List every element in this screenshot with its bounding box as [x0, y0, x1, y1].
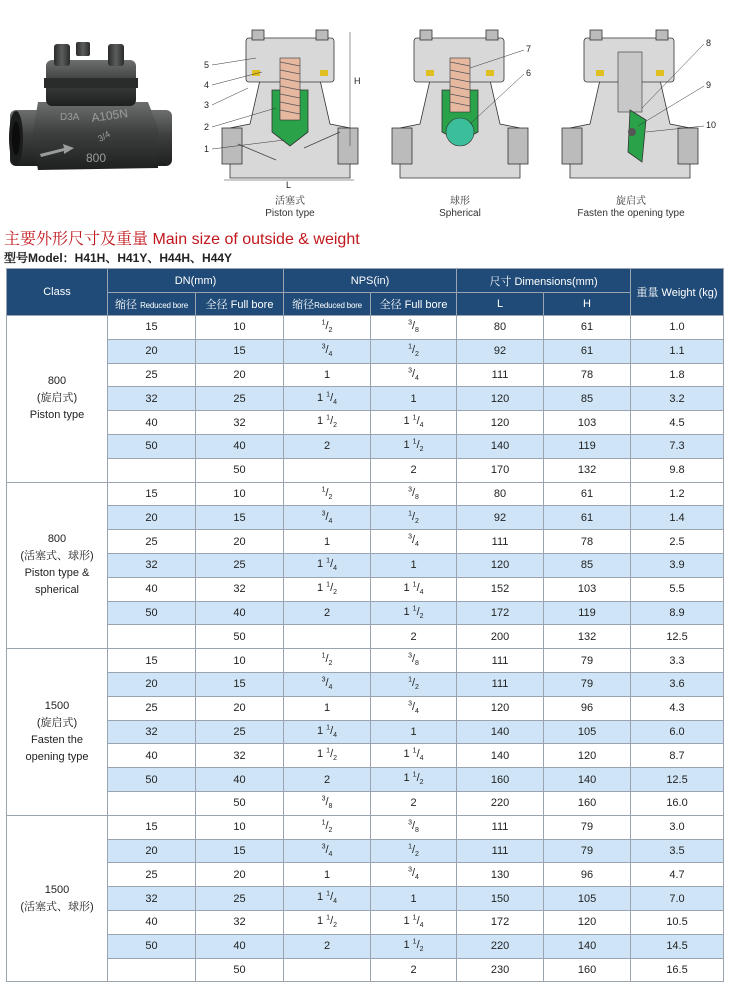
cell-weight: 1.2	[631, 482, 724, 506]
cell-dn-full: 10	[196, 482, 284, 506]
cell-height-h: 160	[544, 958, 631, 982]
table-row	[7, 720, 724, 744]
cell-dn-full: 15	[196, 839, 284, 863]
cell-nps-reduced: 1 $^1/_4$	[284, 887, 371, 911]
cell-weight: 3.3	[631, 649, 724, 673]
cell-nps-reduced: 1 $^1/_4$	[284, 553, 371, 577]
class-cell	[7, 815, 108, 982]
model-line: 型号Model：H41H、H41Y、H44H、H44Y	[4, 251, 233, 265]
header-nps-reduced: 缩径Reduced bore	[284, 293, 371, 316]
cell-nps-full: 1	[371, 553, 457, 577]
cell-nps-full: $^3/_4$	[371, 863, 457, 887]
cell-dn-full: 10	[196, 815, 284, 839]
cell-nps-full: 1	[371, 887, 457, 911]
callout-7: 7	[526, 44, 532, 54]
cell-nps-reduced: $^3/_4$	[284, 506, 371, 530]
cell-weight: 1.8	[631, 363, 724, 387]
cell-height-h: 132	[544, 458, 631, 482]
cell-height-h: 79	[544, 815, 631, 839]
cell-height-h: 79	[544, 839, 631, 863]
cell-weight: 3.9	[631, 553, 724, 577]
table-row	[7, 625, 724, 649]
cell-length-l: 152	[457, 577, 544, 601]
spherical-drawing	[390, 28, 540, 198]
cell-height-h: 140	[544, 768, 631, 792]
cell-nps-reduced: 1 $^1/_4$	[284, 387, 371, 411]
cell-dn-reduced: 40	[108, 910, 196, 934]
cell-height-h: 132	[544, 625, 631, 649]
cell-height-h: 79	[544, 672, 631, 696]
cell-weight: 16.0	[631, 791, 724, 815]
cell-nps-reduced: $^3/_4$	[284, 672, 371, 696]
class-line: opening type	[25, 750, 89, 763]
cell-height-h: 96	[544, 696, 631, 720]
table-row	[7, 768, 724, 792]
table-row	[7, 863, 724, 887]
cell-nps-reduced: $^3/_4$	[284, 339, 371, 363]
cell-nps-reduced: 1	[284, 863, 371, 887]
cell-weight: 1.4	[631, 506, 724, 530]
callout-1: 1	[204, 144, 210, 154]
class-cell	[7, 482, 108, 649]
callout-9: 9	[706, 80, 712, 90]
cell-nps-full: 1 $^1/_4$	[371, 411, 457, 435]
cell-length-l: 92	[457, 506, 544, 530]
cell-dn-full: 10	[196, 316, 284, 340]
cell-dn-reduced	[108, 625, 196, 649]
cell-dn-full: 32	[196, 910, 284, 934]
cell-nps-full: 2	[371, 458, 457, 482]
cell-dn-reduced: 40	[108, 411, 196, 435]
cell-dn-full: 25	[196, 387, 284, 411]
table-row	[7, 649, 724, 673]
cell-height-h: 105	[544, 887, 631, 911]
cell-dn-full: 20	[196, 363, 284, 387]
cell-dn-full: 15	[196, 506, 284, 530]
cell-nps-reduced	[284, 958, 371, 982]
cell-length-l: 172	[457, 601, 544, 625]
cell-nps-full: $^1/_2$	[371, 506, 457, 530]
swing-drawing	[560, 28, 717, 198]
cell-weight: 1.1	[631, 339, 724, 363]
cell-height-h: 78	[544, 363, 631, 387]
cell-nps-full: 1 $^1/_2$	[371, 601, 457, 625]
cell-nps-full: $^1/_2$	[371, 839, 457, 863]
class-line: 1500	[44, 699, 70, 712]
cell-nps-full: $^3/_8$	[371, 649, 457, 673]
cell-height-h: 61	[544, 339, 631, 363]
cell-nps-reduced: $^1/_2$	[284, 316, 371, 340]
cell-length-l: 230	[457, 958, 544, 982]
cell-weight: 9.8	[631, 458, 724, 482]
cell-dn-reduced: 50	[108, 934, 196, 958]
cell-dn-reduced	[108, 458, 196, 482]
cell-nps-reduced: 2	[284, 934, 371, 958]
class-line: Piston type &	[24, 567, 90, 580]
cell-dn-reduced: 15	[108, 649, 196, 673]
cell-dn-reduced: 20	[108, 672, 196, 696]
cell-dn-reduced	[108, 958, 196, 982]
cell-weight: 8.9	[631, 601, 724, 625]
cell-dn-reduced: 20	[108, 506, 196, 530]
cell-nps-full: 2	[371, 958, 457, 982]
cell-weight: 2.5	[631, 530, 724, 554]
table-row	[7, 458, 724, 482]
table-row	[7, 672, 724, 696]
cell-nps-full: 1 $^1/_4$	[371, 910, 457, 934]
cell-length-l: 140	[457, 720, 544, 744]
cell-dn-reduced	[108, 791, 196, 815]
photo-marking-4: 800	[86, 151, 107, 165]
table-row	[7, 815, 724, 839]
table-row	[7, 482, 724, 506]
cell-weight: 12.5	[631, 625, 724, 649]
cell-height-h: 96	[544, 863, 631, 887]
cell-length-l: 140	[457, 434, 544, 458]
cell-dn-reduced: 15	[108, 482, 196, 506]
cell-dn-full: 20	[196, 696, 284, 720]
spec-table-body	[7, 316, 724, 982]
cell-weight: 6.0	[631, 720, 724, 744]
cell-height-h: 79	[544, 649, 631, 673]
table-row	[7, 839, 724, 863]
cell-height-h: 85	[544, 387, 631, 411]
cell-length-l: 111	[457, 530, 544, 554]
cell-dn-reduced: 25	[108, 363, 196, 387]
cell-nps-full: 1 $^1/_2$	[371, 768, 457, 792]
cell-weight: 3.5	[631, 839, 724, 863]
class-line: (活塞式、球形)	[20, 900, 94, 913]
cell-dn-reduced: 40	[108, 744, 196, 768]
dim-l: L	[286, 180, 292, 190]
page-title: 主要外形尺寸及重量 Main size of outside & weight	[4, 231, 360, 248]
table-row	[7, 363, 724, 387]
table-row	[7, 887, 724, 911]
cell-dn-full: 32	[196, 744, 284, 768]
cell-dn-full: 15	[196, 339, 284, 363]
callout-3: 3	[204, 100, 210, 110]
class-line: spherical	[34, 584, 80, 597]
cell-nps-full: $^3/_8$	[371, 316, 457, 340]
cell-nps-full: $^3/_4$	[371, 696, 457, 720]
cell-dn-reduced: 32	[108, 553, 196, 577]
table-row	[7, 744, 724, 768]
cell-length-l: 111	[457, 839, 544, 863]
cell-length-l: 111	[457, 815, 544, 839]
cell-height-h: 120	[544, 744, 631, 768]
cell-dn-full: 25	[196, 720, 284, 744]
cell-nps-full: $^3/_8$	[371, 482, 457, 506]
cell-length-l: 120	[457, 411, 544, 435]
cell-weight: 3.6	[631, 672, 724, 696]
cell-height-h: 85	[544, 553, 631, 577]
cell-length-l: 140	[457, 744, 544, 768]
cell-length-l: 172	[457, 910, 544, 934]
cell-height-h: 61	[544, 482, 631, 506]
photo-marking-2: A105N	[90, 105, 129, 125]
cell-length-l: 120	[457, 553, 544, 577]
cell-dn-reduced: 25	[108, 530, 196, 554]
cell-length-l: 120	[457, 696, 544, 720]
cell-weight: 4.3	[631, 696, 724, 720]
cell-weight: 3.0	[631, 815, 724, 839]
cell-length-l: 111	[457, 649, 544, 673]
cell-dn-reduced: 15	[108, 815, 196, 839]
cell-length-l: 150	[457, 887, 544, 911]
cell-nps-reduced: 1 $^1/_2$	[284, 910, 371, 934]
table-row	[7, 530, 724, 554]
header-dn-reduced: 缩径 Reduced bore	[108, 293, 196, 316]
cell-weight: 12.5	[631, 768, 724, 792]
cell-weight: 4.7	[631, 863, 724, 887]
callout-8: 8	[706, 38, 712, 48]
header-dn: DN(mm)	[108, 269, 284, 293]
cell-height-h: 140	[544, 934, 631, 958]
table-row	[7, 506, 724, 530]
cell-dn-full: 32	[196, 411, 284, 435]
cell-weight: 4.5	[631, 411, 724, 435]
cell-height-h: 105	[544, 720, 631, 744]
class-line: 1500	[44, 883, 70, 896]
table-row	[7, 553, 724, 577]
caption-swing: 旋启式 Fasten the opening type	[577, 196, 685, 219]
cell-dn-full: 15	[196, 672, 284, 696]
callout-5: 5	[204, 60, 210, 70]
cell-dn-reduced: 20	[108, 839, 196, 863]
spec-table	[6, 268, 724, 982]
cell-dn-reduced: 32	[108, 887, 196, 911]
cell-height-h: 119	[544, 601, 631, 625]
cell-length-l: 111	[457, 363, 544, 387]
caption-piston: 活塞式 Piston type	[265, 196, 315, 219]
figures-band	[0, 0, 730, 222]
class-line: (活塞式、球形)	[20, 550, 94, 563]
cell-dn-full: 40	[196, 434, 284, 458]
cell-weight: 16.5	[631, 958, 724, 982]
cell-nps-reduced: 1 $^1/_2$	[284, 577, 371, 601]
cell-dn-reduced: 32	[108, 387, 196, 411]
photo-marking-1: D3A	[60, 112, 80, 123]
class-line: Fasten the	[31, 733, 83, 746]
cell-dn-full: 50	[196, 458, 284, 482]
cell-nps-full: $^1/_2$	[371, 339, 457, 363]
header-nps-full: 全径 Full bore	[371, 293, 457, 316]
cell-nps-full: $^3/_8$	[371, 815, 457, 839]
cell-nps-reduced	[284, 625, 371, 649]
cell-nps-full: $^3/_4$	[371, 363, 457, 387]
cell-nps-reduced: 2	[284, 768, 371, 792]
cell-length-l: 200	[457, 625, 544, 649]
table-row	[7, 601, 724, 625]
table-row	[7, 696, 724, 720]
cell-nps-reduced: $^1/_2$	[284, 815, 371, 839]
header-dn-full: 全径 Full bore	[196, 293, 284, 316]
photo-marking-3: 3/4	[96, 128, 112, 144]
cell-nps-full: $^1/_2$	[371, 672, 457, 696]
cell-nps-reduced: 1	[284, 530, 371, 554]
cell-dn-full: 50	[196, 791, 284, 815]
table-row	[7, 387, 724, 411]
cell-nps-reduced: 1 $^1/_4$	[284, 720, 371, 744]
cell-nps-reduced: $^3/_8$	[284, 791, 371, 815]
callout-6: 6	[526, 68, 532, 78]
cell-dn-reduced: 20	[108, 339, 196, 363]
cell-dn-full: 10	[196, 649, 284, 673]
header-h: H	[544, 293, 631, 316]
cell-weight: 10.5	[631, 910, 724, 934]
table-row	[7, 411, 724, 435]
class-line: Piston type	[29, 409, 85, 422]
cell-length-l: 170	[457, 458, 544, 482]
table-row	[7, 910, 724, 934]
cell-nps-reduced: 1 $^1/_2$	[284, 411, 371, 435]
callout-2: 2	[204, 122, 210, 132]
cell-dn-reduced: 25	[108, 863, 196, 887]
cell-nps-full: 1 $^1/_2$	[371, 934, 457, 958]
class-line: (旋启式)	[36, 392, 78, 405]
cell-weight: 14.5	[631, 934, 724, 958]
cell-dn-reduced: 50	[108, 434, 196, 458]
cell-nps-reduced	[284, 458, 371, 482]
cell-length-l: 92	[457, 339, 544, 363]
header-dimensions: 尺寸 Dimensions(mm)	[457, 269, 631, 293]
dim-h: H	[354, 76, 361, 86]
callout-10: 10	[706, 120, 717, 130]
class-line: 800	[47, 533, 67, 546]
piston-drawing	[200, 28, 361, 198]
table-row	[7, 958, 724, 982]
cell-height-h: 120	[544, 910, 631, 934]
cell-nps-reduced: 2	[284, 601, 371, 625]
caption-spherical: 球形 Spherical	[439, 196, 481, 219]
header-nps: NPS(in)	[284, 269, 457, 293]
class-line: (旋启式)	[36, 716, 78, 729]
cell-dn-reduced: 25	[108, 696, 196, 720]
cell-nps-full: $^3/_4$	[371, 530, 457, 554]
cell-length-l: 120	[457, 387, 544, 411]
cell-nps-full: 1	[371, 720, 457, 744]
cell-length-l: 111	[457, 672, 544, 696]
cell-weight: 5.5	[631, 577, 724, 601]
cell-dn-full: 50	[196, 958, 284, 982]
class-cell	[7, 649, 108, 816]
cell-nps-reduced: 1	[284, 696, 371, 720]
cell-dn-full: 40	[196, 768, 284, 792]
class-cell	[7, 316, 108, 483]
cell-length-l: 80	[457, 316, 544, 340]
cell-nps-reduced: $^1/_2$	[284, 649, 371, 673]
cell-length-l: 80	[457, 482, 544, 506]
cell-dn-full: 25	[196, 553, 284, 577]
cell-dn-full: 32	[196, 577, 284, 601]
header-class: Class	[7, 269, 108, 316]
cell-dn-full: 20	[196, 530, 284, 554]
table-row	[7, 434, 724, 458]
cell-dn-reduced: 15	[108, 316, 196, 340]
cell-height-h: 78	[544, 530, 631, 554]
cell-height-h: 61	[544, 316, 631, 340]
cell-nps-reduced: 2	[284, 434, 371, 458]
cell-dn-full: 20	[196, 863, 284, 887]
cell-nps-reduced: $^3/_4$	[284, 839, 371, 863]
cell-dn-full: 40	[196, 934, 284, 958]
cell-nps-full: 1 $^1/_2$	[371, 434, 457, 458]
table-row	[7, 339, 724, 363]
cell-weight: 3.2	[631, 387, 724, 411]
cell-dn-reduced: 32	[108, 720, 196, 744]
cell-weight: 7.3	[631, 434, 724, 458]
cell-nps-reduced: 1 $^1/_2$	[284, 744, 371, 768]
cell-dn-full: 40	[196, 601, 284, 625]
cell-dn-reduced: 40	[108, 577, 196, 601]
cell-dn-full: 50	[196, 625, 284, 649]
cell-nps-reduced: 1	[284, 363, 371, 387]
cell-height-h: 103	[544, 411, 631, 435]
header-l: L	[457, 293, 544, 316]
table-row	[7, 934, 724, 958]
class-line: 800	[47, 375, 67, 388]
table-row	[7, 791, 724, 815]
cell-height-h: 103	[544, 577, 631, 601]
cell-nps-full: 1 $^1/_4$	[371, 744, 457, 768]
cell-weight: 8.7	[631, 744, 724, 768]
cell-nps-full: 2	[371, 791, 457, 815]
header-weight: 重量 Weight (kg)	[631, 269, 724, 316]
cell-length-l: 130	[457, 863, 544, 887]
cell-dn-full: 25	[196, 887, 284, 911]
cell-length-l: 220	[457, 791, 544, 815]
table-row	[7, 577, 724, 601]
cell-length-l: 160	[457, 768, 544, 792]
callout-4: 4	[204, 80, 210, 90]
table-row	[7, 316, 724, 340]
cell-nps-full: 2	[371, 625, 457, 649]
cell-height-h: 61	[544, 506, 631, 530]
cell-nps-reduced: $^1/_2$	[284, 482, 371, 506]
cell-length-l: 220	[457, 934, 544, 958]
cell-height-h: 160	[544, 791, 631, 815]
cell-nps-full: 1 $^1/_4$	[371, 577, 457, 601]
cell-dn-reduced: 50	[108, 768, 196, 792]
cell-nps-full: 1	[371, 387, 457, 411]
valve-photo	[8, 38, 178, 188]
cell-weight: 7.0	[631, 887, 724, 911]
cell-weight: 1.0	[631, 316, 724, 340]
cell-height-h: 119	[544, 434, 631, 458]
cell-dn-reduced: 50	[108, 601, 196, 625]
